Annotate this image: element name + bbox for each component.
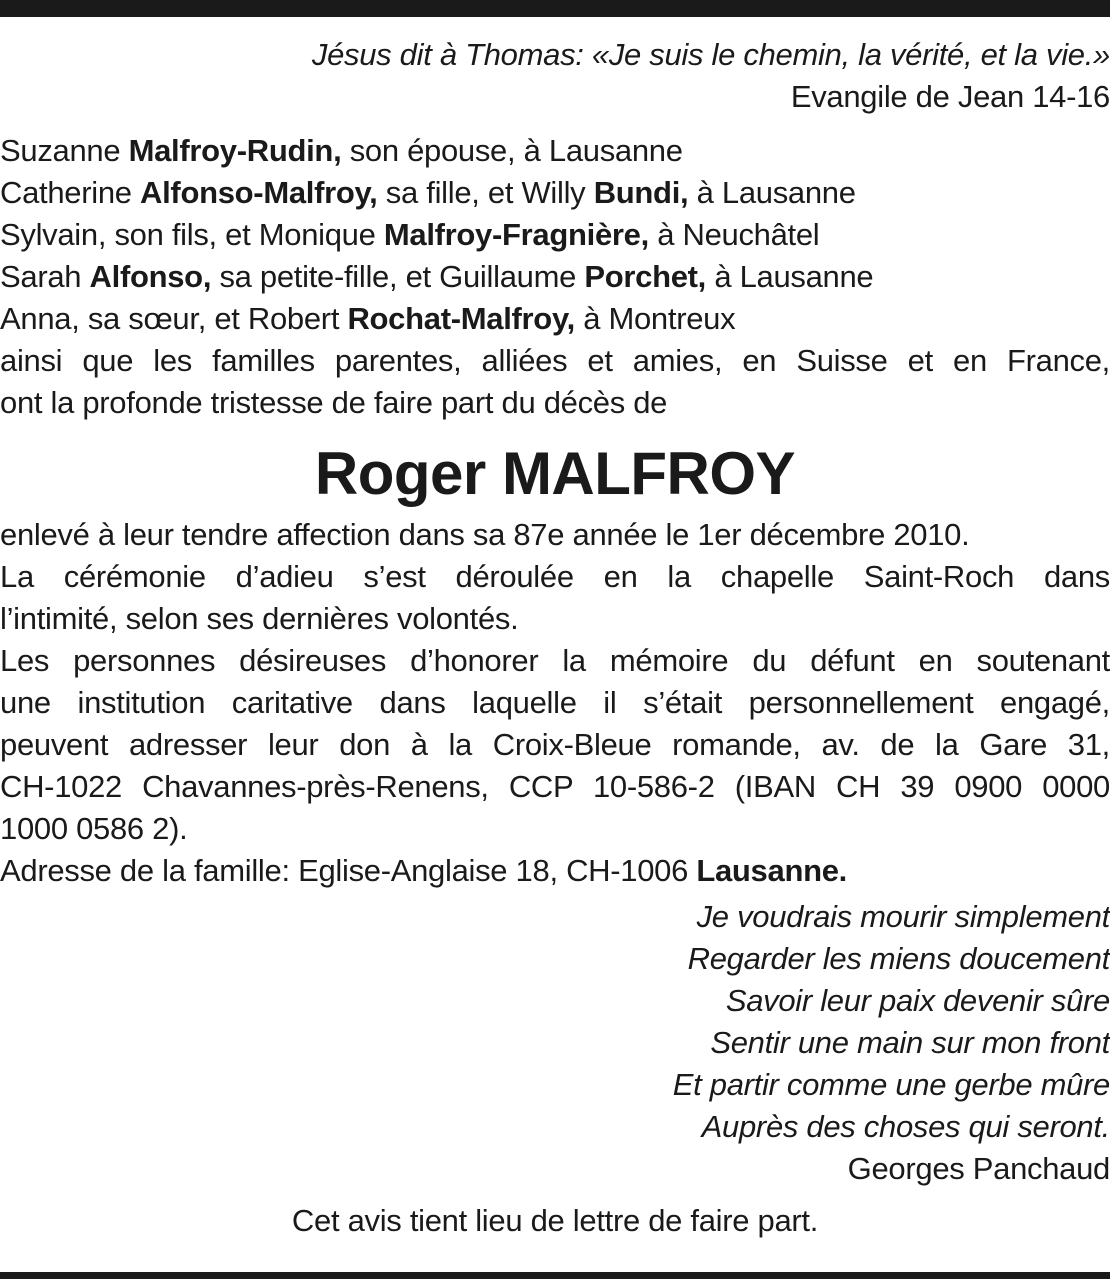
families-line-1: ainsi que les familles parentes, alliées et amies, en Suisse et en France, — [0, 343, 1110, 378]
poem-line: Savoir leur paix devenir sûre — [725, 983, 1110, 1018]
body-line: une institution caritative dans laquelle il s’était personnellement engagé, — [0, 685, 1110, 720]
body-line: La cérémonie d’adieu s’est déroulée en la chapelle Saint-Roch dans — [0, 559, 1110, 594]
poem — [0, 896, 1110, 1190]
poem-line: Et partir comme une gerbe mûre — [672, 1067, 1110, 1102]
poem-line: Je voudrais mourir simplement — [696, 899, 1110, 934]
families-line-2: ont la profonde tristesse de faire part du décès de — [0, 385, 668, 420]
family-name: Alfonso-Malfroy, — [140, 175, 378, 210]
body-line: 1000 0586 2). — [0, 811, 188, 846]
family-text: à Neuchâtel — [648, 217, 820, 252]
body-line: l’intimité, selon ses dernières volontés. — [0, 601, 519, 636]
family-text: Catherine — [0, 175, 141, 210]
body-line: CH-1022 Chavannes-près-Renens, CCP 10-586-2 (IBAN CH 39 0900 0000 — [0, 769, 1110, 804]
family-text: à Lausanne — [706, 259, 874, 294]
poem-author: Georges Panchaud — [847, 1151, 1110, 1186]
body-line: Les personnes désireuses d’honorer la mémoire du défunt en soutenant — [0, 643, 1110, 678]
address-city: Lausanne. — [696, 853, 847, 888]
obituary-notice — [0, 34, 1110, 1242]
notice-body — [0, 514, 1110, 892]
family-name: Malfroy-Fragnière, — [383, 217, 649, 252]
address-text: Adresse de la famille: Eglise-Anglaise 18, CH-1006 — [0, 853, 697, 888]
family-line — [0, 172, 1110, 214]
poem-line: Sentir une main sur mon front — [710, 1025, 1110, 1060]
epigraph-quote: Jésus dit à Thomas: «Je suis le chemin, la vérité, et la vie.» — [311, 37, 1110, 72]
family-address — [0, 850, 1110, 892]
family-text: Sarah — [0, 259, 90, 294]
bottom-border-rule — [0, 1272, 1110, 1279]
poem-line: Auprès des choses qui seront. — [701, 1109, 1110, 1144]
family-text: Anna, sa sœur, et Robert — [0, 301, 348, 336]
family-text: Sylvain, son fils, et Monique — [0, 217, 384, 252]
deceased-name: Roger MALFROY — [314, 440, 796, 507]
family-text: sa petite-fille, et Guillaume — [211, 259, 585, 294]
family-text: son épouse, à Lausanne — [341, 133, 683, 168]
top-border-rule — [0, 0, 1110, 17]
family-list — [0, 130, 1110, 424]
body-line: peuvent adresser leur don à la Croix-Bleue romande, av. de la Gare 31, — [0, 727, 1110, 762]
closing-note: Cet avis tient lieu de lettre de faire part. — [291, 1203, 819, 1238]
family-line — [0, 298, 1110, 340]
family-text: à Lausanne — [688, 175, 856, 210]
poem-line: Regarder les miens doucement — [687, 941, 1110, 976]
family-line — [0, 214, 1110, 256]
family-name: Porchet, — [584, 259, 706, 294]
family-name: Rochat-Malfroy, — [347, 301, 575, 336]
family-text: sa fille, et Willy — [377, 175, 594, 210]
family-name: Bundi, — [593, 175, 689, 210]
epigraph — [0, 34, 1110, 118]
family-line — [0, 130, 1110, 172]
family-text: à Montreux — [574, 301, 736, 336]
family-line — [0, 256, 1110, 298]
epigraph-source: Evangile de Jean 14-16 — [790, 79, 1110, 114]
family-name: Malfroy-Rudin, — [128, 133, 342, 168]
family-name: Alfonso, — [89, 259, 212, 294]
body-line: enlevé à leur tendre affection dans sa 87e année le 1er décembre 2010. — [0, 517, 970, 552]
family-text: Suzanne — [0, 133, 129, 168]
